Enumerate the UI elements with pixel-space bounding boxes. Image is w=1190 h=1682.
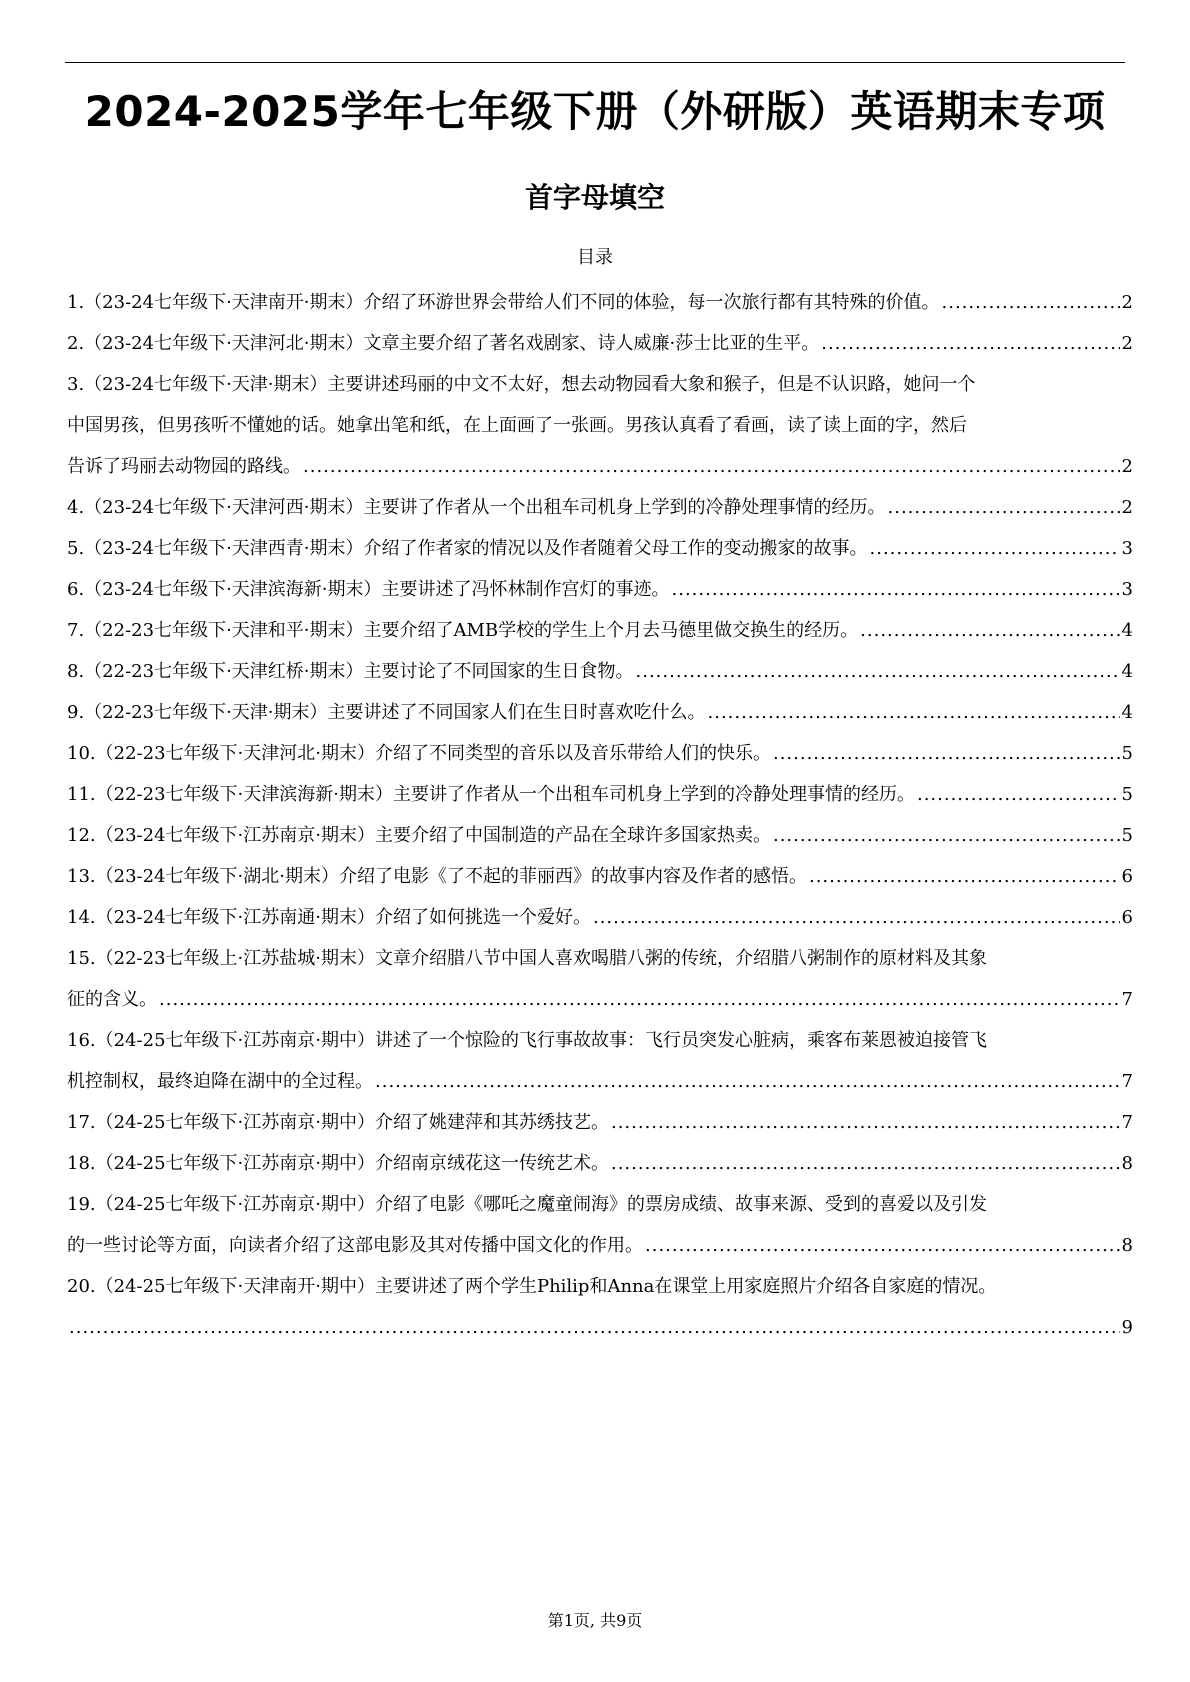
toc-page-number: 4 (1121, 702, 1133, 723)
toc-entry-text: 3.（23-24七年级下·天津·期末）主要讲述玛丽的中文不太好，想去动物园看大象和猴子，但是不认识路，她问一个 (67, 374, 976, 395)
toc-entry[interactable] (67, 774, 1133, 815)
toc-entry-text: 的一些讨论等方面，向读者介绍了这部电影及其对传播中国文化的作用。 (67, 1235, 643, 1256)
toc-page-number: 7 (1121, 1112, 1133, 1133)
toc-entry[interactable] (67, 1184, 1133, 1266)
toc-entry-text: 20.（24-25七年级下·天津南开·期中）主要讲述了两个学生Philip和Anna在课堂上用家庭照片介绍各自家庭的情况。 (67, 1276, 997, 1297)
toc-entry-text: 1.（23-24七年级下·天津南开·期末）介绍了环游世界会带给人们不同的体验，每一次旅行都有其特殊的价值。 (67, 292, 940, 313)
toc-page-number: 7 (1121, 989, 1133, 1010)
toc-entry-text: 10.（22-23七年级下·天津河北·期末）介绍了不同类型的音乐以及音乐带给人们的快乐。 (67, 743, 771, 764)
toc-entry[interactable] (67, 815, 1133, 856)
toc-page-number: 4 (1121, 661, 1133, 682)
toc-entry[interactable] (67, 282, 1133, 323)
toc-entry[interactable] (67, 487, 1133, 528)
toc-page-number: 8 (1121, 1153, 1133, 1174)
document-title: 2024-2025学年七年级下册（外研版）英语期末专项 (84, 87, 1106, 136)
toc-entry-text: 19.（24-25七年级下·江苏南京·期中）介绍了电影《哪吒之魔童闹海》的票房成绩、故事来源、受到的喜爱以及引发 (67, 1194, 987, 1215)
dot-leader (375, 1061, 1120, 1102)
toc-page-number: 2 (1121, 497, 1133, 518)
dot-leader (645, 1225, 1120, 1266)
dot-leader (303, 446, 1120, 487)
toc-entry-text: 机控制权，最终迫降在湖中的全过程。 (67, 1071, 373, 1092)
toc-page-number: 2 (1121, 292, 1133, 313)
toc-entry-text: 8.（22-23七年级下·天津红桥·期末）主要讨论了不同国家的生日食物。 (67, 661, 634, 682)
section-title: 首字母填空 (524, 181, 665, 214)
toc-page-number: 9 (1121, 1317, 1133, 1338)
toc-entry[interactable] (67, 1143, 1133, 1184)
toc-entry-text: 告诉了玛丽去动物园的路线。 (67, 456, 301, 477)
toc-entry[interactable] (67, 323, 1133, 364)
toc-page-number: 7 (1121, 1071, 1133, 1092)
toc-entry-text: 13.（23-24七年级下·湖北·期末）介绍了电影《了不起的菲丽西》的故事内容及作者的感悟。 (67, 866, 807, 887)
dot-leader (773, 733, 1120, 774)
toc-entry-text: 中国男孩，但男孩听不懂她的话。她拿出笔和纸，在上面画了一张画。男孩认真看了看画，读了读上面的字，然后 (67, 415, 967, 436)
dot-leader (708, 692, 1120, 733)
dot-leader (69, 1307, 1120, 1348)
toc-page-number: 5 (1121, 743, 1133, 764)
toc-entry[interactable] (67, 733, 1133, 774)
toc-entry[interactable] (67, 1102, 1133, 1143)
dot-leader (942, 282, 1120, 323)
toc-entry-text: 12.（23-24七年级下·江苏南京·期末）主要介绍了中国制造的产品在全球许多国家热卖。 (67, 825, 771, 846)
dot-leader (611, 1102, 1120, 1143)
dot-leader (870, 528, 1120, 569)
toc-entry-text: 2.（23-24七年级下·天津河北·期末）文章主要介绍了著名戏剧家、诗人威廉·莎士比亚的生平。 (67, 333, 820, 354)
toc-entry[interactable] (67, 692, 1133, 733)
dot-leader (860, 610, 1119, 651)
dot-leader (888, 487, 1120, 528)
toc-entry-text: 15.（22-23七年级上·江苏盐城·期末）文章介绍腊八节中国人喜欢喝腊八粥的传统，介绍腊八粥制作的原材料及其象 (67, 948, 987, 969)
toc-entry-text: 5.（23-24七年级下·天津西青·期末）介绍了作者家的情况以及作者随着父母工作的变动搬家的故事。 (67, 538, 868, 559)
dot-leader (159, 979, 1120, 1020)
toc-entry[interactable] (67, 610, 1133, 651)
toc-page-number: 6 (1121, 866, 1133, 887)
toc-page-number: 6 (1121, 907, 1133, 928)
dot-leader (593, 897, 1120, 938)
toc-entry[interactable] (67, 1020, 1133, 1102)
dot-leader (672, 569, 1120, 610)
toc-entry-text: 9.（22-23七年级下·天津·期末）主要讲述了不同国家人们在生日时喜欢吃什么。 (67, 702, 706, 723)
dot-leader (773, 815, 1120, 856)
toc-entry[interactable] (67, 856, 1133, 897)
toc-entry[interactable] (67, 1266, 1133, 1348)
toc-entry[interactable] (67, 528, 1133, 569)
toc-entry-text: 11.（22-23七年级下·天津滨海新·期末）主要讲了作者从一个出租车司机身上学到的冷静处理事情的经历。 (67, 784, 915, 805)
toc-entry-text: 4.（23-24七年级下·天津河西·期末）主要讲了作者从一个出租车司机身上学到的冷静处理事情的经历。 (67, 497, 886, 518)
dot-leader (821, 323, 1119, 364)
top-rule (65, 62, 1125, 63)
toc-page-number: 2 (1121, 456, 1133, 477)
dot-leader (636, 651, 1120, 692)
toc-entry-text: 征的含义。 (67, 989, 157, 1010)
toc-page-number: 3 (1121, 579, 1133, 600)
toc-entry-text: 7.（22-23七年级下·天津和平·期末）主要介绍了AMB学校的学生上个月去马德里做交换生的经历。 (67, 620, 859, 641)
toc-entry[interactable] (67, 938, 1133, 1020)
dot-leader (809, 856, 1120, 897)
toc-page-number: 4 (1121, 620, 1133, 641)
toc-entry[interactable] (67, 897, 1133, 938)
dot-leader (611, 1143, 1120, 1184)
toc-page-number: 3 (1121, 538, 1133, 559)
toc-entry-text: 14.（23-24七年级下·江苏南通·期末）介绍了如何挑选一个爱好。 (67, 907, 591, 928)
toc-entry[interactable] (67, 364, 1133, 487)
table-of-contents (67, 282, 1133, 1348)
dot-leader (917, 774, 1120, 815)
page-footer: 第1页, 共9页 (547, 1611, 643, 1630)
toc-page-number: 5 (1121, 825, 1133, 846)
toc-page-number: 5 (1121, 784, 1133, 805)
toc-entry[interactable] (67, 569, 1133, 610)
toc-entry-text: 18.（24-25七年级下·江苏南京·期中）介绍南京绒花这一传统艺术。 (67, 1153, 609, 1174)
toc-heading: 目录 (577, 247, 613, 268)
toc-page-number: 2 (1121, 333, 1133, 354)
toc-entry[interactable] (67, 651, 1133, 692)
toc-entry-text: 16.（24-25七年级下·江苏南京·期中）讲述了一个惊险的飞行事故故事：飞行员突发心脏病，乘客布莱恩被迫接管飞 (67, 1030, 987, 1051)
toc-entry-text: 6.（23-24七年级下·天津滨海新·期末）主要讲述了冯怀林制作宫灯的事迹。 (67, 579, 670, 600)
toc-entry-text: 17.（24-25七年级下·江苏南京·期中）介绍了姚建萍和其苏绣技艺。 (67, 1112, 609, 1133)
toc-page-number: 8 (1121, 1235, 1133, 1256)
